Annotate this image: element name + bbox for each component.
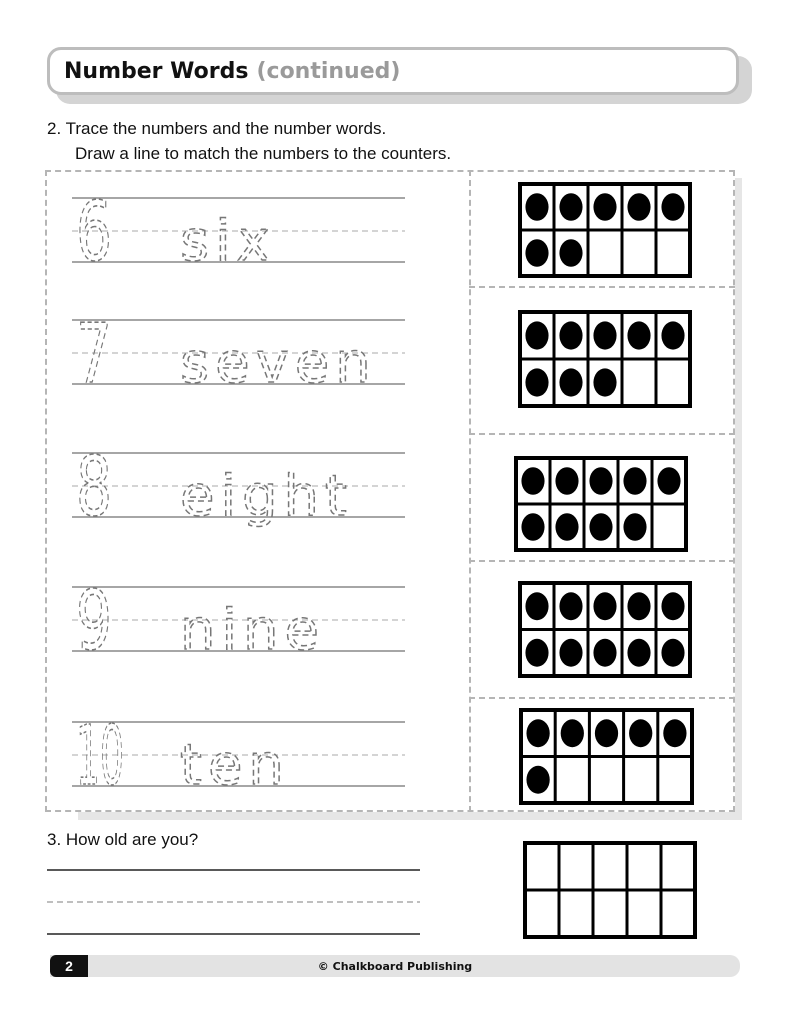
counter-dot <box>593 193 616 221</box>
counter-dot <box>589 513 612 541</box>
counter-dot <box>623 513 646 541</box>
counter-dot <box>561 719 584 747</box>
counter-dot <box>559 592 582 620</box>
counter-dot <box>589 467 612 495</box>
trace-numeral: 10 <box>76 709 124 804</box>
counter-dot <box>593 639 616 667</box>
counter-dot <box>661 639 684 667</box>
instruction-line-1: 2. Trace the numbers and the number words. <box>47 119 387 138</box>
counter-dot <box>595 719 618 747</box>
page-number: 2 <box>50 955 88 977</box>
trace-word: eight <box>180 464 354 529</box>
counter-dot <box>525 193 548 221</box>
counter-dot <box>525 239 548 267</box>
counter-dot <box>627 321 650 349</box>
trace-word: ten <box>180 733 290 798</box>
counter-dot <box>657 467 680 495</box>
trace-row <box>72 307 405 402</box>
counter-dot <box>525 639 548 667</box>
counter-dot <box>526 766 549 794</box>
ten-frame <box>521 710 692 803</box>
counter-dot <box>629 719 652 747</box>
counter-dot <box>526 719 549 747</box>
ten-frame <box>525 843 695 937</box>
counter-dot <box>663 719 686 747</box>
ten-frame <box>520 312 690 406</box>
counter-dot <box>559 321 582 349</box>
trace-row <box>72 440 405 535</box>
counter-dot <box>525 368 548 396</box>
instruction-line-2: Draw a line to match the numbers to the counters. <box>75 144 452 163</box>
counter-dot <box>661 193 684 221</box>
counter-dot <box>559 239 582 267</box>
counter-dot <box>593 368 616 396</box>
counter-dot <box>661 321 684 349</box>
counter-dot <box>623 467 646 495</box>
counter-dot <box>593 592 616 620</box>
counter-dot <box>525 592 548 620</box>
counter-dot <box>559 368 582 396</box>
counter-dot <box>593 321 616 349</box>
trace-row <box>72 185 405 280</box>
trace-word: seven <box>180 331 377 396</box>
ten-frame <box>516 458 686 550</box>
ten-frame <box>520 184 690 276</box>
title-subtitle: (continued) <box>256 58 401 84</box>
counter-dot <box>627 193 650 221</box>
counter-dot <box>627 592 650 620</box>
counter-dot <box>559 639 582 667</box>
ten-frame <box>520 583 690 676</box>
question-3: 3. How old are you? <box>47 830 199 849</box>
trace-word: nine <box>180 598 325 663</box>
counter-dot <box>521 467 544 495</box>
counter-dot <box>661 592 684 620</box>
trace-numeral: 7 <box>76 307 112 402</box>
trace-numeral: 6 <box>76 185 112 280</box>
counter-dot <box>521 513 544 541</box>
counter-dot <box>555 513 578 541</box>
title-main: Number Words <box>64 58 249 84</box>
counter-dot <box>525 321 548 349</box>
trace-numeral: 9 <box>76 574 112 669</box>
copyright: © Chalkboard Publishing <box>317 959 473 973</box>
counter-dot <box>555 467 578 495</box>
trace-numeral: 8 <box>76 440 112 535</box>
trace-word: six <box>180 209 276 274</box>
trace-row <box>72 709 405 804</box>
counter-dot <box>627 639 650 667</box>
trace-row <box>72 574 405 669</box>
counter-dot <box>559 193 582 221</box>
